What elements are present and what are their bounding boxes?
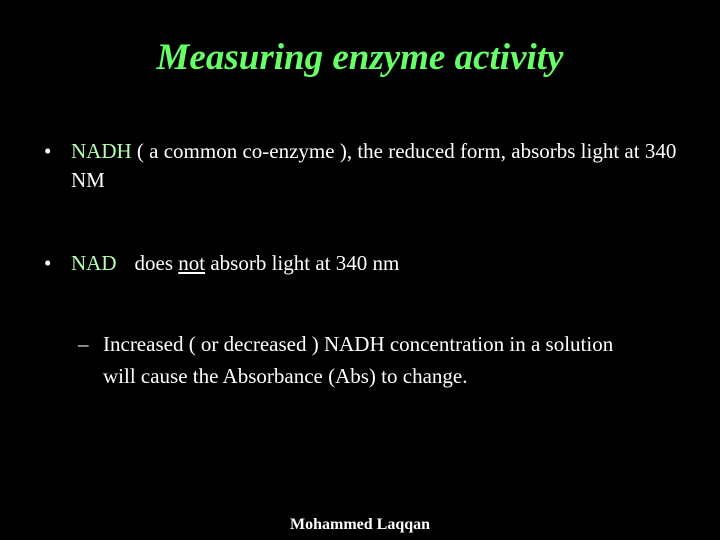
bullet-body-nadh: ( a common co-enzyme ), the reduced form, absorbs light at 340 NM — [71, 139, 677, 192]
bullet-body-nad-before: does — [134, 251, 179, 275]
bullet-keyword-nad: NAD — [71, 251, 117, 275]
bullet-text — [71, 249, 684, 278]
bullet-body-nad-after: absorb light at 340 nm — [205, 251, 400, 275]
sub-bullet-text: Increased ( or decreased ) NADH concentration in a solution will cause the Absorbance (Abs) to change. — [103, 332, 614, 388]
sub-bullet-item — [78, 328, 638, 392]
bullet-keyword-nadh: NADH — [71, 139, 132, 163]
slide-title: Measuring enzyme activity — [156, 37, 564, 78]
bullet-marker: • — [44, 139, 52, 163]
bullet-text — [71, 137, 684, 195]
bullet-item-nad — [44, 249, 684, 278]
bullet-item-nadh — [44, 137, 684, 195]
bullet-marker: • — [44, 251, 52, 275]
slide-footer-author: Mohammed Laqqan — [289, 516, 431, 533]
sub-bullet-marker: – — [78, 332, 89, 356]
bullet-body-nad-underlined: not — [178, 251, 206, 275]
